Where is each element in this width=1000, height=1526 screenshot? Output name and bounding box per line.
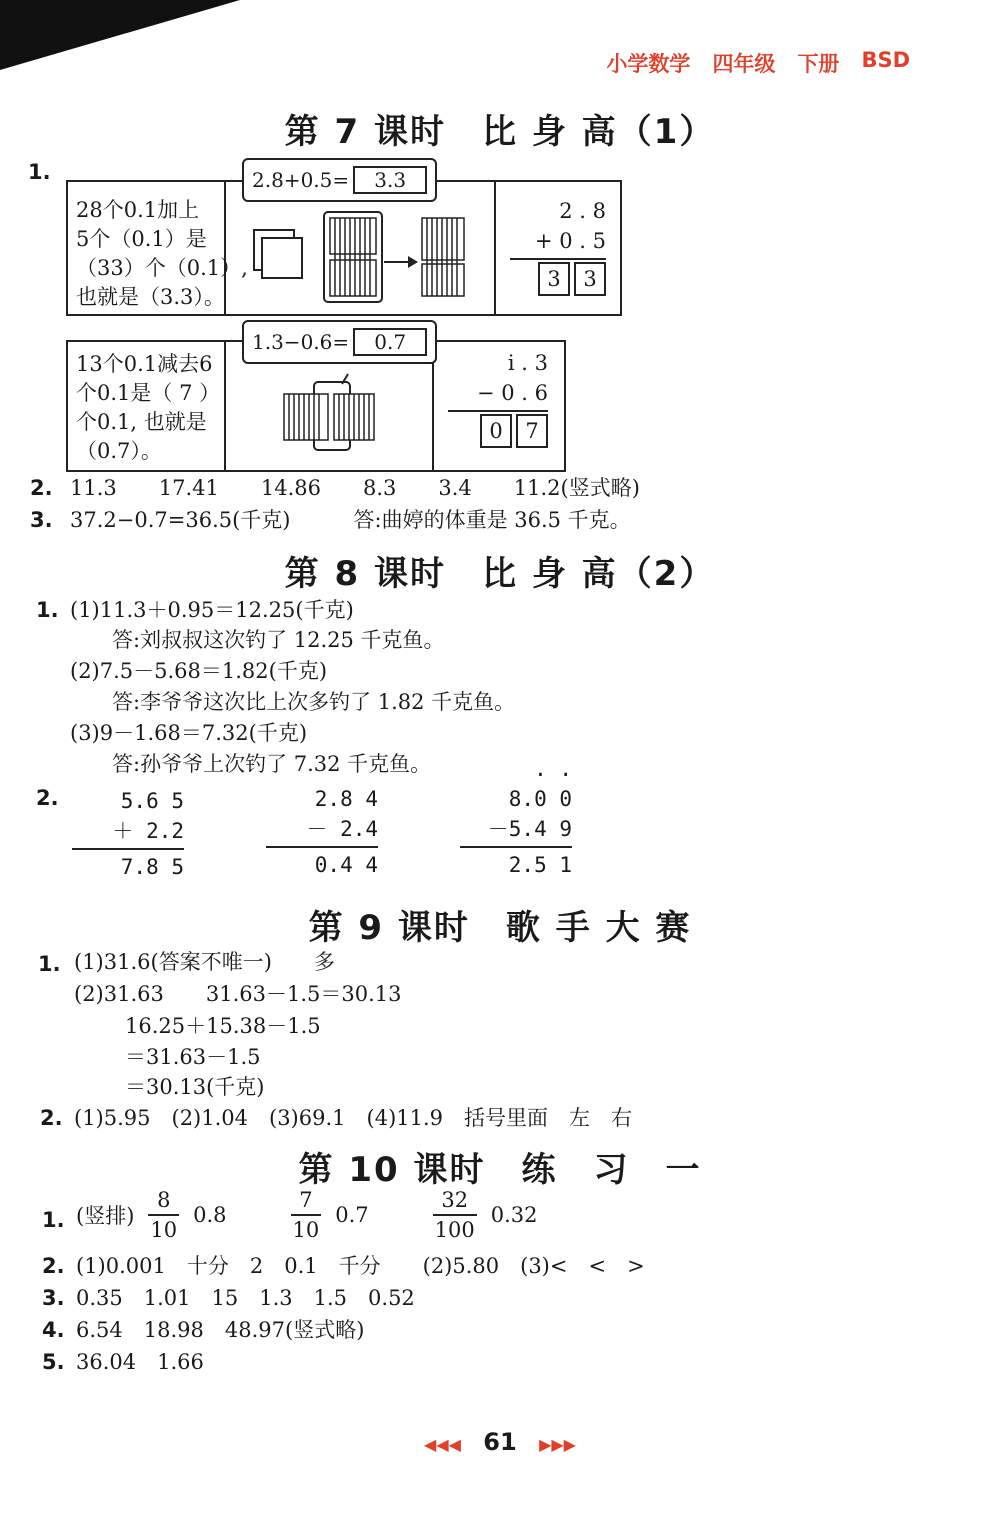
vert-operand: － 2.4 xyxy=(306,817,378,841)
vert-line xyxy=(460,846,572,848)
l10-q1-number: 1. xyxy=(42,1208,65,1232)
l7-q1-number: 1. xyxy=(28,160,51,184)
vert-subtrahend: − 0 . 6 xyxy=(476,381,548,405)
equation-answer: 3.3 xyxy=(353,166,427,194)
l10-q1-answer xyxy=(76,1186,538,1244)
vert-top: i . 3 xyxy=(507,351,548,375)
l7-row1-equation xyxy=(242,158,437,202)
header-subject: 小学数学 xyxy=(606,52,691,76)
equation-text: 2.8+0.5= xyxy=(252,168,350,192)
decimal-2: 0.7 xyxy=(335,1203,369,1227)
numerator: 7 xyxy=(291,1186,322,1216)
l9-line-5: ＝30.13(千克) xyxy=(104,1075,265,1099)
header-volume: 下册 xyxy=(797,52,840,76)
l9-line-2: (2)31.63 31.63－1.5＝30.13 xyxy=(74,982,402,1006)
l8-q2-number: 2. xyxy=(36,786,59,810)
l9-q2-number: 2. xyxy=(40,1106,63,1130)
result-digit-2: 3 xyxy=(574,262,606,296)
numerator: 32 xyxy=(433,1186,477,1216)
decimal-1: 0.8 xyxy=(193,1203,227,1227)
vert-result: 2.5 1 xyxy=(508,853,572,877)
l7-q3-answer: 37.2−0.7=36.5(千克) 答:曲婷的体重是 36.5 千克。 xyxy=(70,508,631,532)
l7-q3-number: 3. xyxy=(30,508,53,532)
q1-prefix: (竖排) xyxy=(76,1204,135,1228)
l10-q3-number: 3. xyxy=(42,1286,65,1310)
lesson8-title: 第 8 课时 比 身 高（2） xyxy=(284,554,716,594)
l7-q2-number: 2. xyxy=(30,476,53,500)
l10-q2-answer: (1)0.001 十分 2 0.1 千分 (2)5.80 (3)< < > xyxy=(76,1254,645,1278)
l7-row2-equation xyxy=(242,320,437,364)
vert-result: 7.8 5 xyxy=(120,855,184,879)
l7-row1-text: 28个0.1加上 5个（0.1）是 （33）个（0.1）, 也就是（3.3）。 xyxy=(76,198,248,309)
vert-operand: ＋ 2.2 xyxy=(112,819,184,843)
vert-result: 0.4 4 xyxy=(314,853,378,877)
l10-q5-number: 5. xyxy=(42,1350,65,1374)
vert-top: 2.8 4 xyxy=(314,787,378,811)
vert-top: 8.0 0 xyxy=(508,787,572,811)
vert-top: 5.6 5 xyxy=(120,789,184,813)
l10-q2-number: 2. xyxy=(42,1254,65,1278)
l8-vertical-1 xyxy=(72,786,184,882)
denominator: 100 xyxy=(434,1218,475,1242)
l10-q5-answer: 36.04 1.66 xyxy=(76,1350,204,1374)
vert-line xyxy=(72,848,184,850)
page-footer xyxy=(0,1428,1000,1456)
result-digit-1: 3 xyxy=(538,262,570,296)
l8-line-2: 答:刘叔叔这次钓了 12.25 千克鱼。 xyxy=(70,628,445,652)
denominator: 10 xyxy=(150,1218,178,1242)
l7-row2-vertical-cell xyxy=(434,342,564,470)
l8-line-1: (1)11.3＋0.95＝12.25(千克) xyxy=(70,598,354,622)
vert-line xyxy=(266,846,378,848)
left-arrows-icon: ◀◀◀ xyxy=(424,1435,461,1454)
l7-row2-text: 13个0.1减去6 个0.1是（ 7 ） 个0.1, 也就是 （0.7）。 xyxy=(76,352,221,463)
l8-vertical-2 xyxy=(266,784,378,880)
page-number: 61 xyxy=(483,1428,517,1456)
l8-line-3: (2)7.5－5.68＝1.82(千克) xyxy=(70,659,328,683)
l8-q1-number: 1. xyxy=(36,598,59,622)
vert-top: 2 . 8 xyxy=(559,199,606,223)
l7-row2-text-cell xyxy=(68,342,226,470)
l10-q3-answer: 0.35 1.01 15 1.3 1.5 0.52 xyxy=(76,1286,415,1310)
l7-row2-vertical xyxy=(448,348,548,448)
l8-line-4: 答:李爷爷这次比上次多钓了 1.82 千克鱼。 xyxy=(70,690,516,714)
header-edition: BSD xyxy=(861,48,910,72)
denominator: 10 xyxy=(292,1218,320,1242)
equation-answer: 0.7 xyxy=(353,328,427,356)
right-arrows-icon: ▶▶▶ xyxy=(539,1435,576,1454)
vert-operand: －5.4 9 xyxy=(487,817,572,841)
l7-row1-vertical-cell xyxy=(496,182,620,314)
l7-row1-vertical xyxy=(510,196,606,296)
l10-q4-answer: 6.54 18.98 48.97(竖式略) xyxy=(76,1318,365,1342)
vert-line xyxy=(510,258,606,260)
l7-row1-text-cell xyxy=(68,182,248,314)
fraction-2 xyxy=(291,1186,322,1244)
vert-line xyxy=(448,410,548,412)
vert-addend: + 0 . 5 xyxy=(534,229,606,253)
l7-q2-answers: 11.3 17.41 14.86 8.3 3.4 11.2(竖式略) xyxy=(70,476,640,500)
fraction-1 xyxy=(148,1186,179,1244)
l10-q4-number: 4. xyxy=(42,1318,65,1342)
result-digit-1: 0 xyxy=(480,414,512,448)
corner-decoration xyxy=(0,0,240,70)
l9-line-4: ＝31.63－1.5 xyxy=(104,1045,261,1069)
numerator: 8 xyxy=(148,1186,179,1216)
lesson9-title: 第 9 课时 歌 手 大 赛 xyxy=(308,908,692,948)
equation-text: 1.3−0.6= xyxy=(252,330,350,354)
result-digit-2: 7 xyxy=(516,414,548,448)
lesson10-title: 第 10 课时 练 习 一 xyxy=(298,1150,702,1190)
header-grade: 四年级 xyxy=(712,52,776,76)
l9-q2-answer: (1)5.95 (2)1.04 (3)69.1 (4)11.9 括号里面 左 右 xyxy=(74,1106,633,1130)
l8-line-6: 答:孙爷爷上次钓了 7.32 千克鱼。 xyxy=(70,752,432,776)
l8-line-5: (3)9－1.68＝7.32(千克) xyxy=(70,721,308,745)
fraction-3 xyxy=(433,1186,477,1244)
page-header xyxy=(606,48,910,78)
vert-borrow-dots: · · xyxy=(534,763,572,787)
lesson7-title: 第 7 课时 比 身 高（1） xyxy=(284,112,716,152)
l9-line-1: (1)31.6(答案不唯一) 多 xyxy=(74,950,335,974)
l9-q1-number: 1. xyxy=(38,952,61,976)
l9-line-3: 16.25＋15.38－1.5 xyxy=(104,1014,321,1038)
l8-vertical-3 xyxy=(460,763,572,880)
decimal-3: 0.32 xyxy=(490,1203,538,1227)
